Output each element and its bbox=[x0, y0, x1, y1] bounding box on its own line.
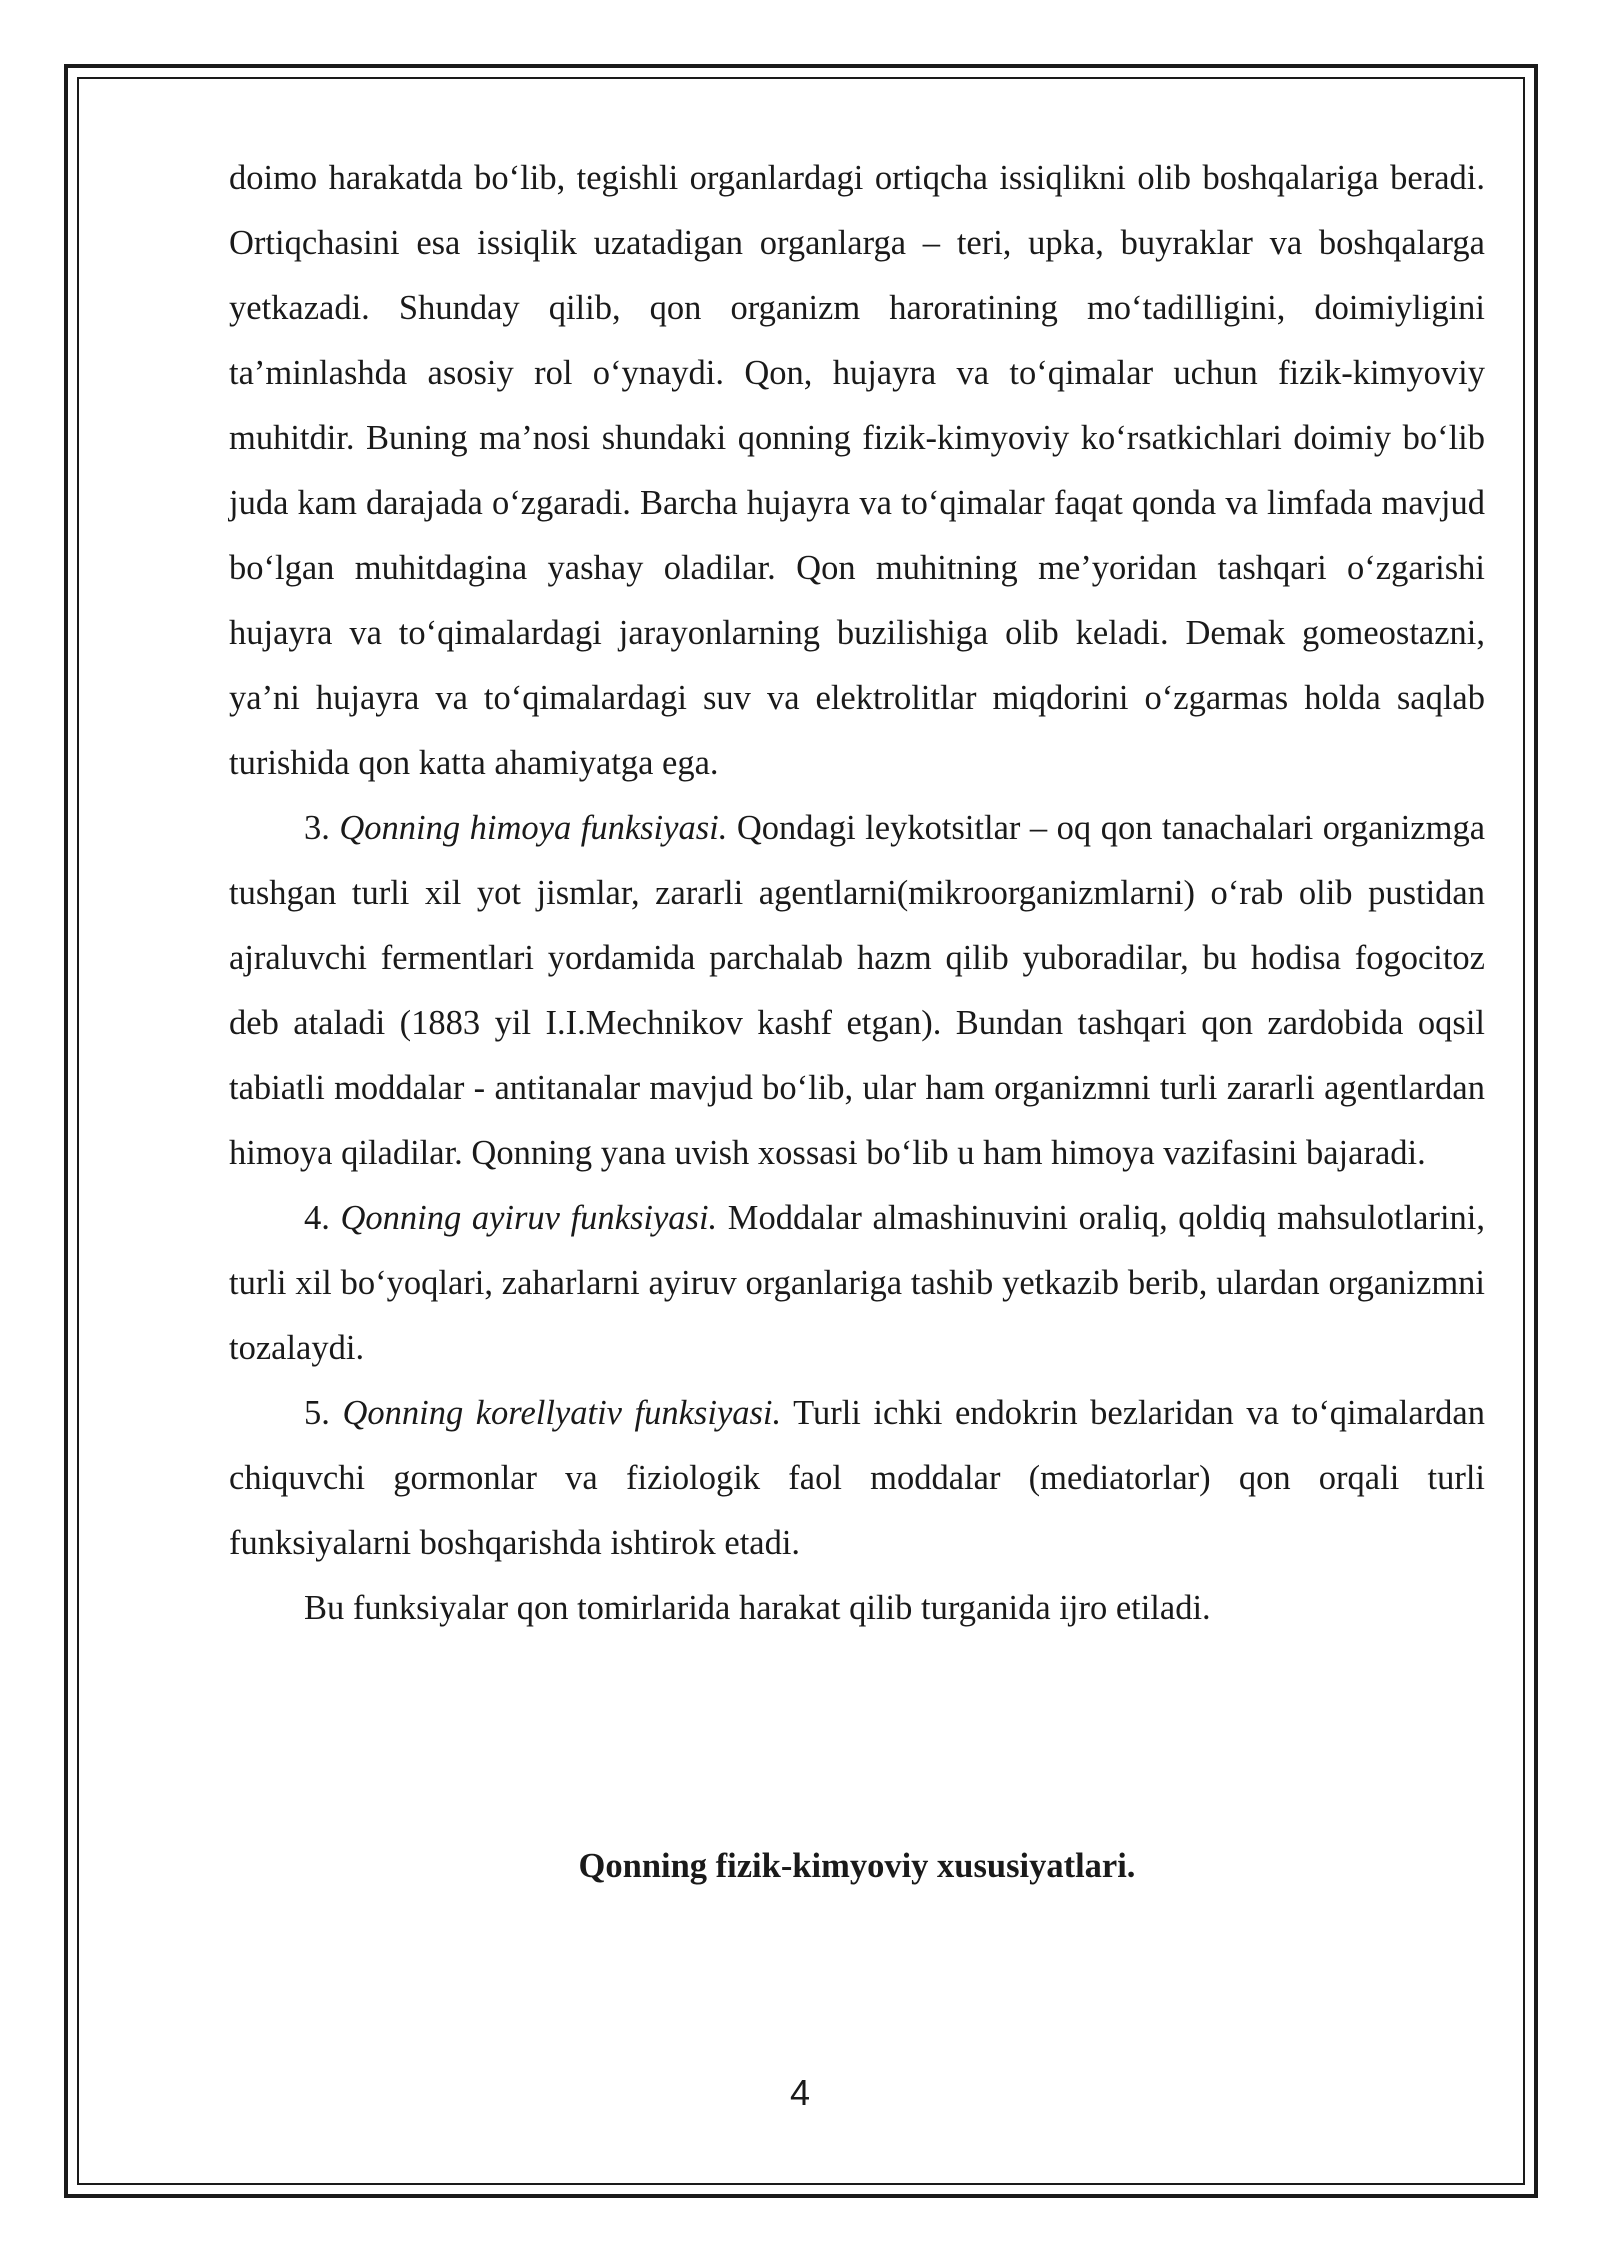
paragraph-number: 3. bbox=[304, 809, 330, 847]
page-number: 4 bbox=[789, 2072, 811, 2113]
paragraph-number: 5. bbox=[304, 1394, 330, 1432]
paragraph-body: Turli ichki endokrin bezlaridan va to‘qimalardan chiquvchi gormonlar va fiziologik faol moddalar (mediatorlar) qon orqali turli funksiyalarni boshqarishda ishtirok etadi. bbox=[229, 1394, 1485, 1562]
paragraph-body: Moddalar almashinuvini oraliq, qoldiq mahsulotlarini, turli xil bo‘yoqlari, zaharlarni ayiruv organlariga tashib yetkazib berib, ulardan organizmni tozalaydi. bbox=[229, 1199, 1486, 1367]
paragraph-summary: Bu funksiyalar qon tomirlarida harakat qilib turganida ijro etiladi. bbox=[304, 1589, 1211, 1627]
paragraph-title: Qonning ayiruv funksiyasi. bbox=[340, 1199, 718, 1237]
paragraph-number: 4. bbox=[304, 1199, 330, 1237]
paragraph-body: Qondagi leykotsitlar – oq qon tanachalari organizmga tushgan turli xil yot jismlar, zararli agentlarni(mikroorganizmlarni) o‘rab olib pustidan ajraluvchi fermentlari yordamida parchalab hazm qilib yuboradilar, bu hodisa fogocitoz deb ataladi (1883 yil I.I.Mechnikov kashf etgan). Bundan tashqari qon zardobida oqsil tabiatli moddalar - antitanalar mavjud bo‘lib, ular ham organizmni turli zararli agentlardan himoya qiladilar. Qonning yana uvish xossasi bo‘lib u ham himoya vazifasini bajaradi. bbox=[229, 809, 1486, 1172]
paragraph-protective-function bbox=[229, 796, 1485, 1186]
paragraph-heat-regulation: doimo harakatda bo‘lib, tegishli organlardagi ortiqcha issiqlikni olib boshqalariga beradi. Ortiqchasini esa issiqlik uzatadigan organlarga – teri, upka, buyraklar va boshqalarga yetkazadi. Shunday qilib, qon organizm haroratining mo‘tadilligini, doimiyligini ta’minlashda asosiy rol o‘ynaydi. Qon, hujayra va to‘qimalar uchun fizik-kimyoviy muhitdir. Buning ma’nosi shundaki qonning fizik-kimyoviy ko‘rsatkichlari doimiy bo‘lib juda kam darajada o‘zgaradi. Barcha hujayra va to‘qimalar faqat qonda va limfada mavjud bo‘lgan muhitdagina yashay oladilar. Qon muhitning me’yoridan tashqari o‘zgarishi hujayra va to‘qimalardagi jarayonlarning buzilishiga olib keladi. Demak gomeostazni, ya’ni hujayra va to‘qimalardagi suv va elektrolitlar miqdorini o‘zgarmas holda saqlab turishida qon katta ahamiyatga ega. bbox=[229, 159, 1485, 782]
paragraph-title: Qonning himoya funksiyasi. bbox=[339, 809, 728, 847]
paragraph-correlative-function bbox=[229, 1381, 1485, 1576]
section-heading: Qonning fizik-kimyoviy xususiyatlari. bbox=[578, 1847, 1136, 1885]
paragraph-excretory-function bbox=[229, 1186, 1485, 1381]
paragraph-title: Qonning korellyativ funksiyasi. bbox=[342, 1394, 782, 1432]
body-text bbox=[229, 146, 1485, 1641]
